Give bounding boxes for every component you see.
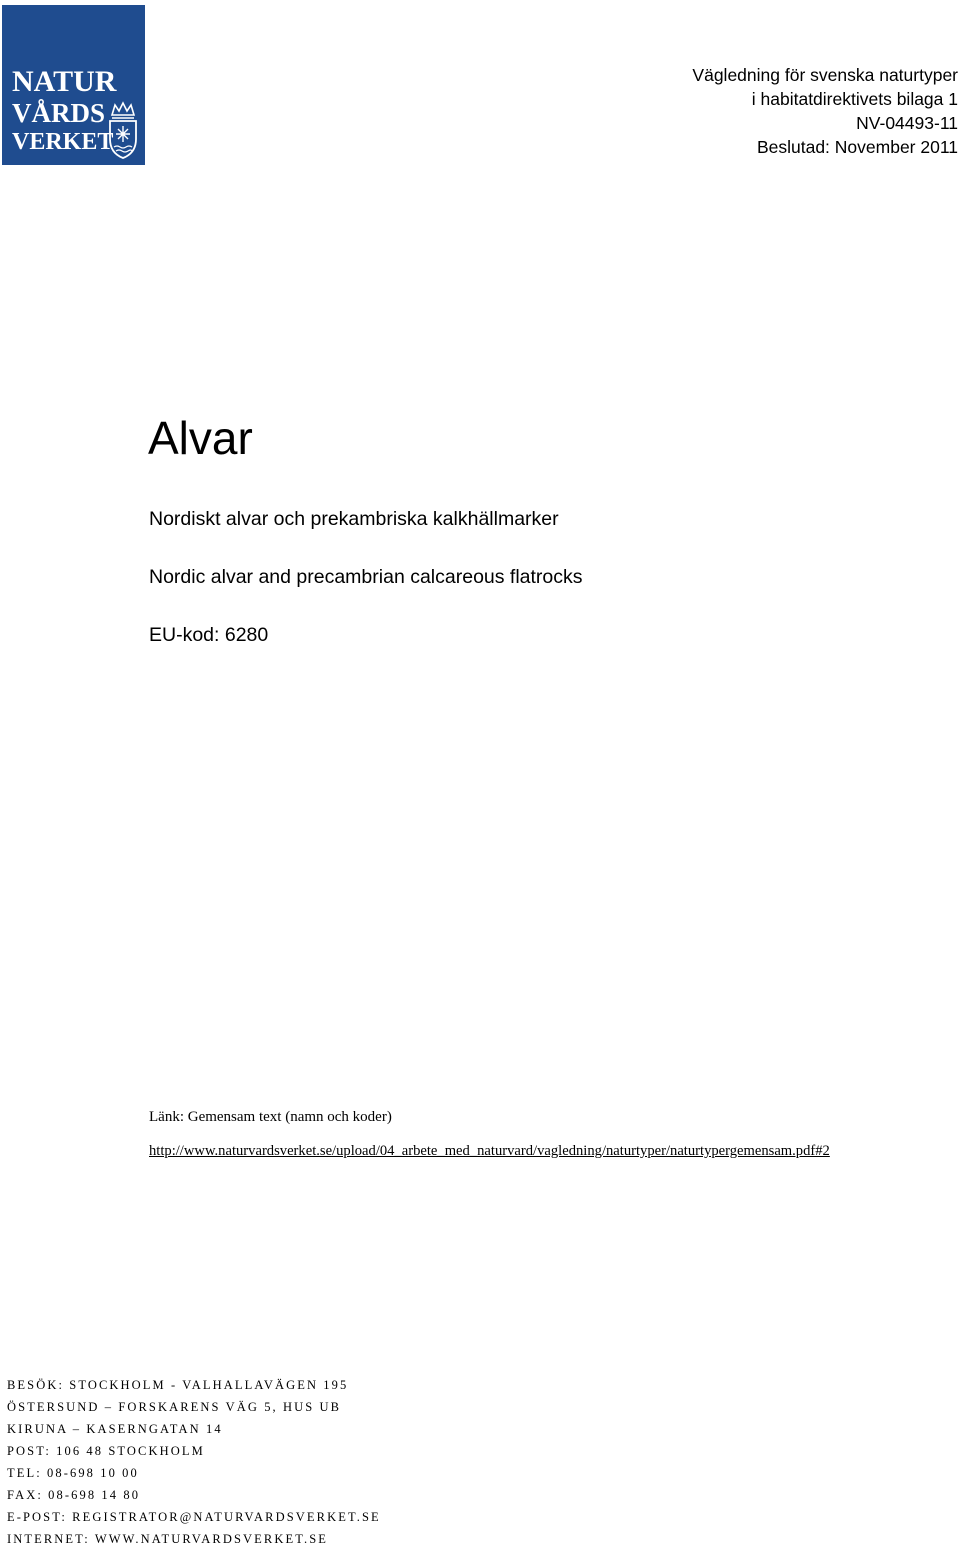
footer-website: INTERNET: WWW.NATURVARDSVERKET.SE	[7, 1532, 329, 1546]
header-document-number: NV-04493-11	[856, 113, 958, 133]
footer-telephone: TEL: 08-698 10 00	[7, 1466, 139, 1480]
footer-fax: FAX: 08-698 14 80	[7, 1488, 141, 1502]
footer-email: E-POST: REGISTRATOR@NATURVARDSVERKET.SE	[7, 1510, 381, 1524]
subtitle-swedish: Nordiskt alvar och prekambriska kalkhällmarker	[149, 508, 559, 530]
footer-kiruna-address: KIRUNA – KASERNGATAN 14	[7, 1422, 223, 1436]
contact-footer	[7, 1374, 381, 1550]
document-header-info	[692, 63, 958, 159]
crown-shield-icon	[106, 101, 140, 161]
header-decision-date: Beslutad: November 2011	[756, 137, 958, 157]
logo-text-vards: VÅRDS	[12, 98, 106, 128]
subtitle-english: Nordic alvar and precambrian calcareous flatrocks	[149, 566, 583, 588]
link-label: Länk: Gemensam text (namn och koder)	[149, 1109, 392, 1125]
header-annex-line: i habitatdirektivets bilaga 1	[751, 89, 958, 109]
footer-postal-address: POST: 106 48 STOCKHOLM	[7, 1444, 205, 1458]
header-guidance-title: Vägledning för svenska naturtyper	[692, 65, 958, 85]
footer-ostersund-address: ÖSTERSUND – FORSKARENS VÄG 5, HUS UB	[7, 1400, 342, 1414]
logo-text-natur: NATUR	[12, 65, 117, 98]
logo-text-verket: VERKET	[12, 129, 114, 155]
page-title: Alvar	[148, 412, 253, 464]
naturvardsverket-logo	[2, 5, 145, 165]
common-text-link[interactable]: http://www.naturvardsverket.se/upload/04_arbete_med_naturvard/vagledning/naturtyper/naturtypergemensam.pdf#2	[149, 1143, 830, 1159]
footer-visit-address: BESÖK: STOCKHOLM - VALHALLAVÄGEN 195	[7, 1378, 349, 1392]
eu-code: EU-kod: 6280	[149, 624, 269, 646]
